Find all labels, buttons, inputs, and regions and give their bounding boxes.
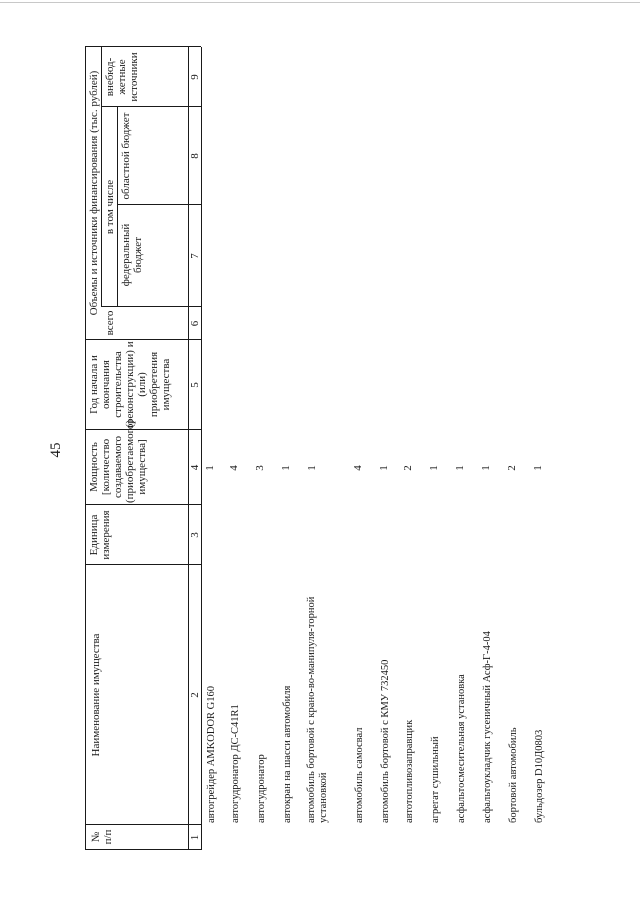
item-quantity: 1	[532, 465, 544, 471]
column-number: 4	[189, 464, 201, 471]
item-quantity: 3	[254, 465, 266, 471]
header-unit: Единица измерения	[88, 510, 112, 560]
column-number: 3	[189, 532, 201, 538]
header-federal: федеральный бюджет	[120, 223, 144, 287]
column-number: 9	[189, 74, 201, 80]
column-number: 1	[189, 834, 201, 841]
header-name: Наименование имущества	[90, 633, 102, 757]
item-quantity: 2	[506, 465, 518, 471]
header-no: № п/п	[90, 829, 114, 845]
item-name: асфальтосмесительная установка	[456, 674, 467, 823]
item-quantity: 1	[480, 465, 492, 471]
item-name: автогудронатор	[256, 754, 267, 823]
item-quantity: 1	[306, 465, 318, 471]
item-name: автокран на шасси автомобиля	[282, 685, 293, 823]
item-name: автогрейдер AMKODOR G160	[206, 686, 217, 823]
item-quantity: 2	[402, 465, 414, 471]
item-name: автомобиль бортовой с КМУ 732450	[380, 659, 391, 823]
header-capacity: Мощность [количество создаваемого (приобретаемого) имущества]	[88, 420, 148, 503]
header-including: в том числе	[104, 179, 116, 235]
header-years: Год начала и окончания строительства (реконструкции) и (или) приобретения имущества	[88, 341, 172, 428]
item-name: автомобиль самосвал	[354, 727, 365, 823]
page-number: 45	[48, 442, 64, 458]
item-quantity: 4	[352, 465, 364, 471]
item-quantity: 4	[228, 465, 240, 471]
header-total: всего	[104, 310, 116, 336]
item-name: автомобиль бортовой с крано-во-манипуля-торной установкой	[306, 596, 329, 823]
item-quantity: 1	[454, 465, 466, 471]
column-number: 6	[189, 320, 201, 327]
item-quantity: 1	[378, 465, 390, 471]
header-extra: внебюд-жетные источники	[104, 52, 140, 102]
item-name: асфальтоукладчик гусеничный Асф-Г-4-04	[482, 631, 493, 823]
item-name: бульдозер D10Д0803	[534, 729, 545, 823]
item-name: бортовой автомобиль	[508, 727, 519, 823]
header-funding: Объемы и источники финансирования (тыс. рублей)	[88, 70, 100, 316]
item-quantity: 1	[280, 465, 292, 471]
column-number: 7	[189, 253, 201, 259]
item-name: агрегат сушильный	[430, 736, 441, 823]
item-name: автотопливозаправщик	[404, 719, 415, 823]
column-number: 5	[189, 382, 201, 388]
column-number: 2	[189, 692, 201, 698]
item-name: автогудронатор ДС-С41R1	[230, 704, 241, 823]
header-regional: областной бюджет	[120, 112, 132, 200]
column-number: 8	[189, 153, 201, 159]
item-quantity: 1	[428, 465, 440, 471]
item-quantity: 1	[204, 465, 216, 471]
